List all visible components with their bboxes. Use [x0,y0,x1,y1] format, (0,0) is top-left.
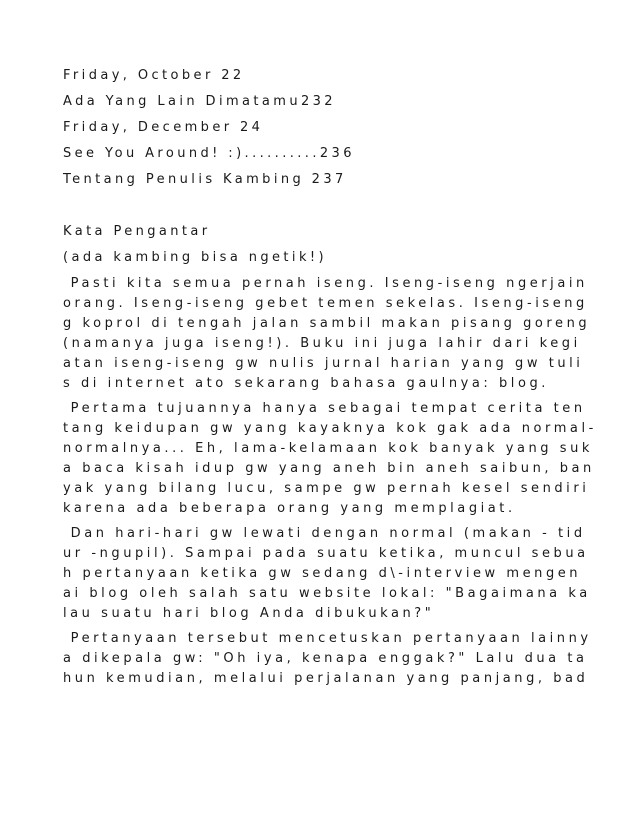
text-line: ur -ngupil). Sampai pada suatu ketika, muncul sebua [63,546,589,561]
text-line: karena ada beberapa orang yang memplagiat. [63,501,516,516]
toc-entry: Ada Yang Lain Dimatamu232 [63,94,336,109]
text-line: Pasti kita semua pernah iseng. Iseng-iseng ngerjain [63,276,588,291]
text-line: normalnya... Eh, lama-kelamaan kok banyak yang suk [63,441,593,456]
text-line: Pertama tujuannya hanya sebagai tempat cerita ten [63,401,586,416]
text-line: ai blog oleh salah satu website lokal: "Bagaimana ka [63,586,591,601]
text-line: orang. Iseng-iseng gebet temen sekelas. Iseng-iseng [63,296,588,311]
text-line: tang keidupan gw yang kayaknya kok gak ada normal- [63,421,597,436]
paragraph [63,629,592,689]
toc-entry: Friday, October 22 [63,68,245,83]
section-gap [63,196,568,222]
document-page [63,66,597,694]
text-line: lau suatu hari blog Anda dibukukan?" [63,606,435,621]
text-line: a baca kisah idup gw yang aneh bin aneh saibun, ban [63,461,595,476]
text-line: Dan hari-hari gw lewati dengan normal (makan - tid [63,526,586,541]
text-line: s di internet ato sekarang bahasa gaulnya: blog. [63,376,549,391]
paragraph [63,399,597,519]
section-subtitle: (ada kambing bisa ngetik!) [63,250,327,265]
text-line: a dikepala gw: "Oh iya, kenapa enggak?" Lalu dua ta [63,651,588,666]
toc-entry: Friday, December 24 [63,120,264,135]
text-line: g koprol di tengah jalan sambil makan pisang goreng [63,316,591,331]
text-line: Pertanyaan tersebut mencetuskan pertanyaan lainny [63,631,592,646]
text-line: (namanya juga iseng!). Buku ini juga lahir dari kegi [63,336,581,351]
text-line: yak yang bilang lucu, sampe gw pernah kesel sendiri [63,481,590,496]
paragraph [63,524,591,624]
text-line: hun kemudian, melalui perjalanan yang panjang, bad [63,671,589,686]
text-line: atan iseng-iseng gw nulis jurnal harian yang gw tuli [63,356,584,371]
section-title: Kata Pengantar [63,224,211,239]
paragraph [63,274,591,394]
text-line: h pertanyaan ketika gw sedang d\-interview mengen [63,566,582,581]
section-heading [63,222,568,268]
toc-entry: See You Around! :)..........236 [63,146,355,161]
toc-entry: Tentang Penulis Kambing 237 [63,172,347,187]
table-of-contents [63,66,568,190]
